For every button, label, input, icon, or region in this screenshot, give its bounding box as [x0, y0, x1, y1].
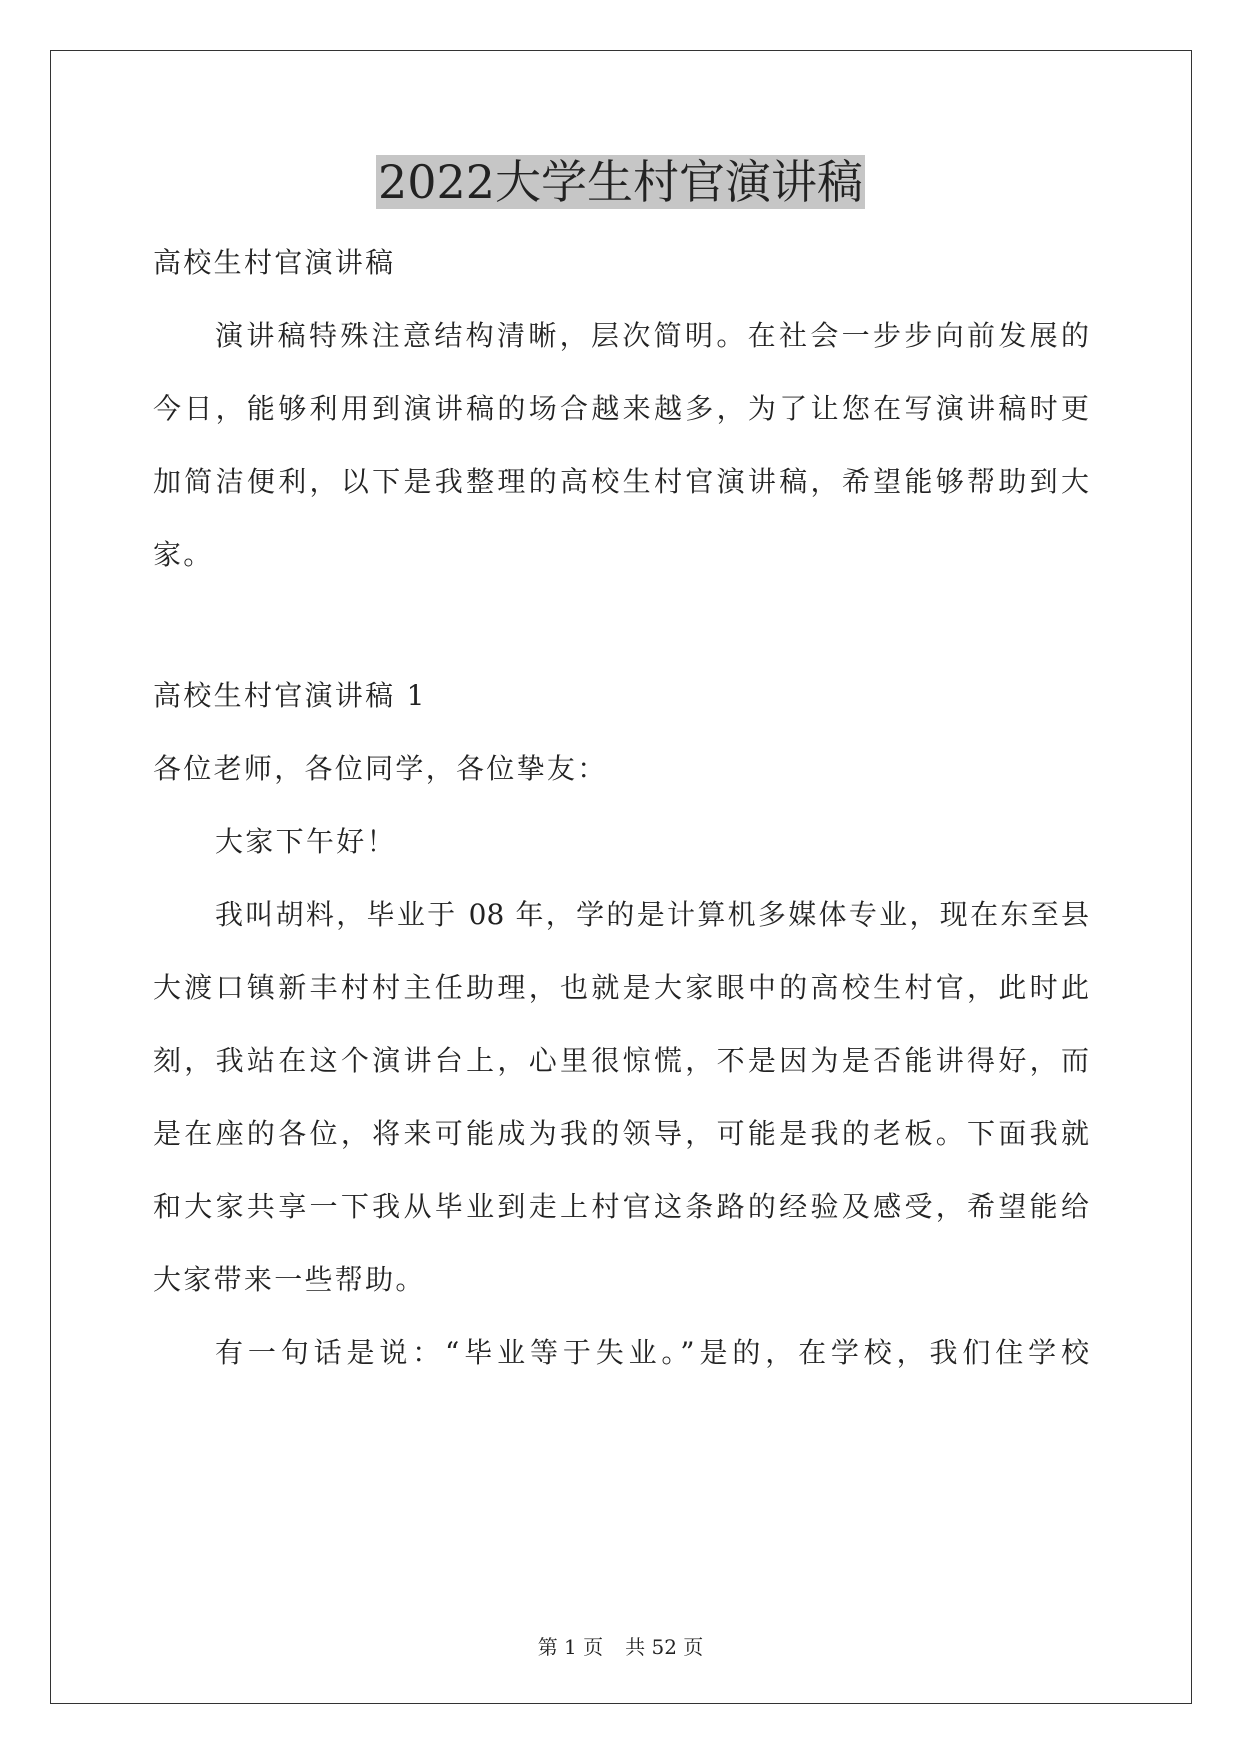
paragraph-line: 大渡口镇新丰村村主任助理，也就是大家眼中的高校生村官，此时此: [153, 971, 1089, 1004]
paragraph-line: 和大家共享一下我从毕业到走上村官这条路的经验及感受，希望能给: [153, 1190, 1089, 1223]
title-text: 2022大学生村官演讲稿: [377, 155, 864, 209]
greeting-line: 大家下午好！: [215, 825, 397, 858]
page-number: 第 1 页: [537, 1635, 604, 1659]
page-total: 共 52 页: [625, 1635, 704, 1659]
subtitle-line: 高校生村官演讲稿: [153, 246, 396, 279]
paragraph-line: 是在座的各位，将来可能成为我的领导，可能是我的老板。下面我就: [153, 1117, 1089, 1150]
paragraph-line: 家。: [153, 538, 214, 571]
paragraph-line: 演讲稿特殊注意结构清晰，层次简明。在社会一步步向前发展的: [215, 319, 1089, 352]
page-border: [50, 50, 1192, 1704]
paragraph-line: 今日，能够利用到演讲稿的场合越来越多，为了让您在写演讲稿时更: [153, 392, 1089, 425]
paragraph-line: 刻，我站在这个演讲台上，心里很惊慌，不是因为是否能讲得好，而: [153, 1044, 1089, 1077]
document-title: [0, 152, 1241, 212]
paragraph-line: 大家带来一些帮助。: [153, 1263, 426, 1296]
paragraph-line: 有一句话是说：“毕业等于失业。”是的，在学校，我们住学校: [215, 1336, 1089, 1369]
section-heading: 高校生村官演讲稿 1: [153, 679, 427, 712]
page-footer: [0, 1633, 1241, 1661]
salutation-line: 各位老师，各位同学，各位挚友：: [153, 752, 608, 785]
paragraph-line: 我叫胡料，毕业于 08 年，学的是计算机多媒体专业，现在东至县: [215, 898, 1089, 931]
paragraph-line: 加简洁便利，以下是我整理的高校生村官演讲稿，希望能够帮助到大: [153, 465, 1089, 498]
